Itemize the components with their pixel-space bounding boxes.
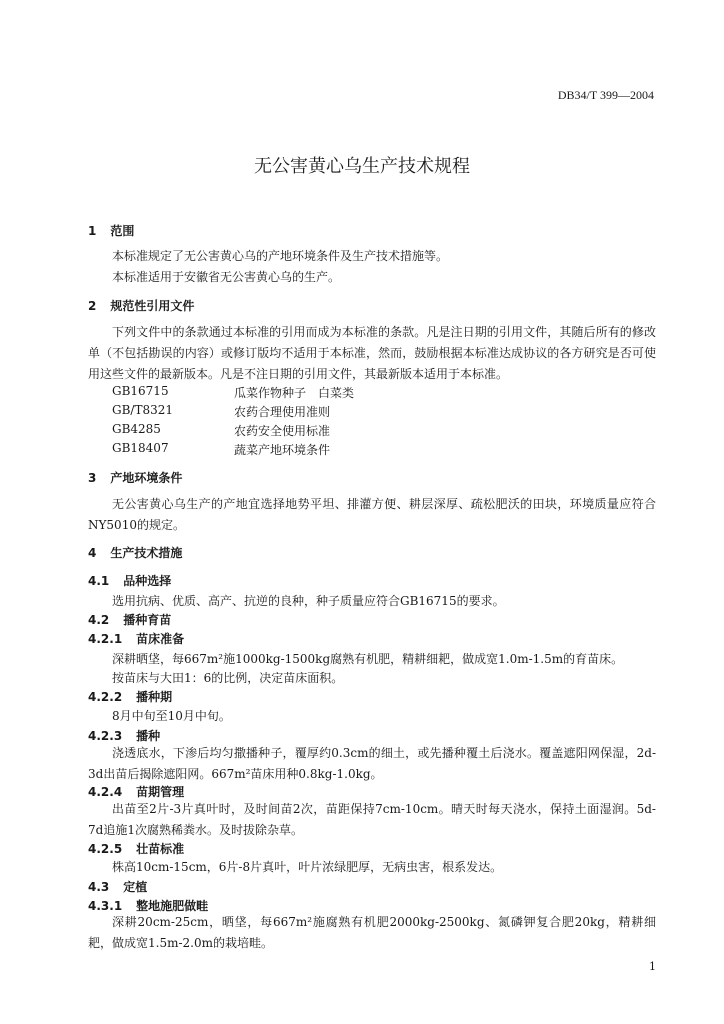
section-title: 品种选择 (123, 574, 172, 588)
ref-code: GB4285 (112, 422, 161, 436)
ref-name: 蔬菜产地环境条件 (234, 443, 331, 457)
section-number: 3 (88, 471, 97, 485)
section-number: 4 (88, 546, 97, 560)
subsection-4-2-3-heading (88, 727, 160, 744)
section-number: 4.2.1 (88, 632, 123, 646)
section-title: 播种 (136, 729, 161, 743)
ref-code: GB/T8321 (112, 403, 173, 417)
ref-code: GB16715 (112, 384, 169, 398)
section-title: 苗床准备 (136, 632, 185, 646)
section-title: 定植 (123, 880, 148, 894)
standard-number: DB34/T 399—2004 (557, 88, 654, 102)
paragraph: 本标准规定了无公害黄心乌的产地环境条件及生产技术措施等。 (112, 249, 449, 263)
section-title: 产地环境条件 (110, 471, 183, 485)
section-title: 苗期管理 (136, 785, 185, 799)
paragraph: 深耕晒垡，每667m²施1000kg-1500kg腐熟有机肥，精耕细耙，做成宽1.0m-1.5m的育苗床。 (112, 652, 624, 666)
section-number: 2 (88, 299, 97, 313)
section-title: 生产技术措施 (110, 546, 183, 560)
paragraph: 深耕20cm-25cm，晒垡，每667m²施腐熟有机肥2000kg-2500kg、氮磷钾复合肥20kg，精耕细耙，做成宽1.5m-2.0m的栽培畦。 (88, 915, 656, 950)
ref-code: GB18407 (112, 441, 169, 455)
subsection-4-3-heading (88, 878, 147, 895)
ref-name: 农药合理使用准则 (234, 405, 331, 419)
paragraph: 出苗至2片-3片真叶时，及时间苗2次，苗距保持7cm-10cm。晴天时每天浇水，保持土面湿润。5d-7d追施1次腐熟稀粪水。及时拔除杂草。 (88, 802, 656, 837)
section-title: 范围 (110, 224, 135, 238)
ref-name: 农药安全使用标准 (234, 424, 331, 438)
section-title: 整地施肥做畦 (136, 899, 209, 913)
section-number: 1 (88, 224, 97, 238)
section-number: 4.2.3 (88, 729, 123, 743)
section-3-heading (88, 469, 182, 486)
paragraph: 无公害黄心乌生产的产地宜选择地势平坦、排灌方便、耕层深厚、疏松肥沃的田块，环境质量应符合NY5010的规定。 (88, 497, 656, 532)
section-number: 4.1 (88, 574, 110, 588)
paragraph: 浇透底水，下渗后均匀撒播种子，覆厚约0.3cm的细土，或先播种覆土后浇水。覆盖遮阳网保湿，2d-3d出苗后揭除遮阳网。667m²苗床用种0.8kg-1.0kg。 (88, 746, 656, 781)
section-number: 4.3 (88, 880, 110, 894)
subsection-4-2-5-heading (88, 840, 184, 857)
paragraph: 株高10cm-15cm，6片-8片真叶，叶片浓绿肥厚，无病虫害，根系发达。 (112, 860, 503, 874)
subsection-4-2-4-heading (88, 783, 184, 800)
section-2-heading (88, 297, 194, 314)
section-title: 播种育苗 (123, 613, 172, 627)
document-title: 无公害黄心乌生产技术规程 (254, 156, 470, 177)
section-number: 4.2.4 (88, 785, 123, 799)
paragraph: 8月中旬至10月中旬。 (112, 709, 231, 723)
ref-name: 瓜菜作物种子 白菜类 (234, 386, 355, 400)
section-title: 规范性引用文件 (110, 299, 195, 313)
paragraph: 选用抗病、优质、高产、抗逆的良种，种子质量应符合GB16715的要求。 (112, 594, 505, 608)
paragraph: 按苗床与大田1：6的比例，决定苗床面积。 (112, 671, 344, 685)
subsection-4-2-2-heading (88, 688, 172, 705)
section-number: 4.2 (88, 613, 110, 627)
paragraph: 下列文件中的条款通过本标准的引用而成为本标准的条款。凡是注日期的引用文件，其随后所有的修改单（不包括勘误的内容）或修订版均不适用于本标准，然而，鼓励根据本标准达成协议的各方研究是否可使用这些文件的最新版本。凡是不注日期的引用文件，其最新版本适用于本标准。 (88, 325, 656, 381)
subsection-4-1-heading (88, 572, 171, 589)
section-number: 4.3.1 (88, 899, 123, 913)
paragraph: 本标准适用于安徽省无公害黄心乌的生产。 (112, 270, 341, 284)
subsection-4-2-heading (88, 611, 171, 628)
section-number: 4.2.5 (88, 842, 123, 856)
section-number: 4.2.2 (88, 690, 123, 704)
subsection-4-2-1-heading (88, 630, 184, 647)
section-4-heading (88, 544, 182, 561)
section-title: 播种期 (136, 690, 173, 704)
section-title: 壮苗标准 (136, 842, 185, 856)
page-number: 1 (649, 960, 656, 973)
section-1-heading (88, 222, 134, 239)
